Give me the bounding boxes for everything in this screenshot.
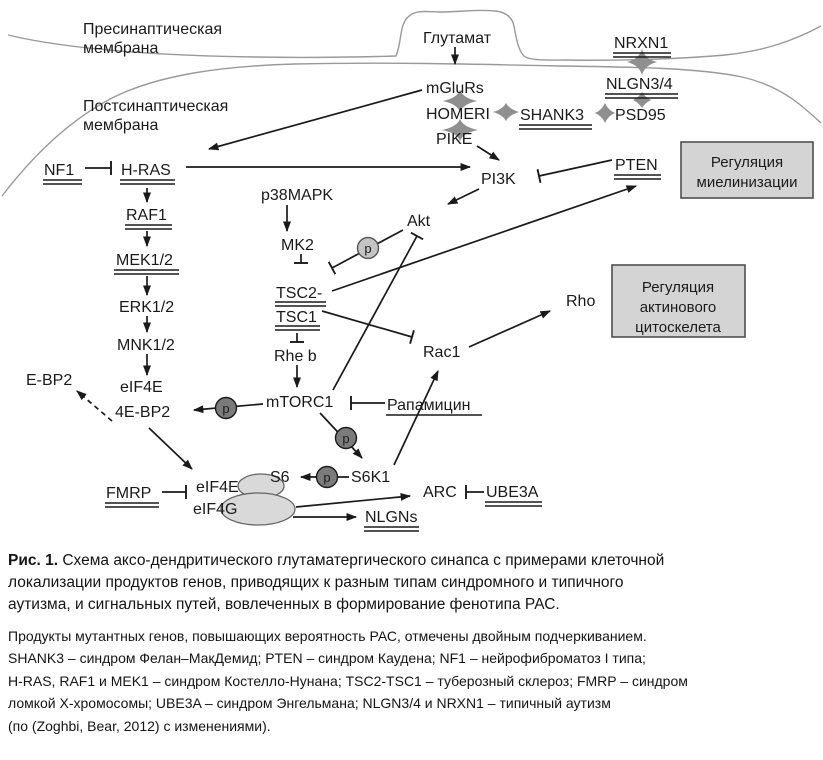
node-tsc1: TSC1 xyxy=(276,309,317,326)
arrow-4ebp2-ebp2-dashed xyxy=(77,391,112,421)
membrane-labels xyxy=(83,21,228,134)
phospho-p-label: p xyxy=(222,401,230,416)
tsc1-underline xyxy=(275,326,320,330)
actin-regulation-box xyxy=(612,265,745,337)
shank3-underline xyxy=(519,125,592,129)
myelination-box-line1: Регуляция xyxy=(710,154,784,171)
node-homeri: HOMERI xyxy=(426,106,490,123)
postsynaptic-label-line2: мембрана xyxy=(83,117,159,134)
node-mk2: MK2 xyxy=(281,237,314,254)
phospho-mtorc1-4ebp2 xyxy=(216,398,237,419)
node-nlgns: NLGNs xyxy=(365,509,418,526)
node-akt: Akt xyxy=(407,213,431,230)
caption-note-text: Продукты мутантных генов, повышающих вероятность РАС, отмечены двойным подчеркиванием. xyxy=(8,628,647,644)
node-nf1: NF1 xyxy=(44,162,75,179)
caption-main-line xyxy=(8,550,816,572)
node-s6k1: S6K1 xyxy=(351,469,391,486)
actin-box-line1: Регуляция xyxy=(641,279,715,296)
arrow-s6k1-rac1 xyxy=(394,371,438,465)
fmrp-underline xyxy=(105,503,159,507)
node-glutamate: Глутамат xyxy=(423,30,492,47)
nlgns-underline xyxy=(364,527,419,531)
caption-note-text: H-RAS, RAF1 и MEK1 – синдром Костелло-Нунана; TSC2-TSC1 – туберозный склероз; FMRP – синдром xyxy=(8,672,688,689)
phospho-p-label: p xyxy=(323,470,331,485)
node-mglurs: mGluRs xyxy=(426,80,484,97)
star-homeri-shank3 xyxy=(493,103,519,121)
phospho-p-label: p xyxy=(342,431,350,446)
arrow-mglurs-hras xyxy=(209,90,422,149)
arrow-ribosome-arc xyxy=(296,496,410,507)
inhibit-mtorc1-akt xyxy=(333,236,417,390)
caption-main-text: аутизма, и сигнальных путей, вовлеченных в формирование фенотипа РАС. xyxy=(8,596,560,613)
arrow-pi3k-akt xyxy=(448,189,479,204)
node-rac1: Rac1 xyxy=(423,344,461,361)
figure-number-label: Рис. 1. xyxy=(8,552,59,569)
myelination-regulation-box xyxy=(681,142,813,198)
node-mnk12: MNK1/2 xyxy=(117,337,175,354)
phospho-s6k1-s6 xyxy=(317,467,338,488)
phospho-mtorc1-s6k1 xyxy=(336,428,357,449)
node-eif4e-ribosome: eIF4E xyxy=(196,479,239,496)
node-hras: H-RAS xyxy=(121,162,171,179)
node-arc: ARC xyxy=(423,484,457,501)
mek12-underline xyxy=(114,270,179,274)
caption-note-text: SHANK3 – синдром Фелан–МакДемид; PTEN – синдром Каудена; NF1 – нейрофиброматоз I типа; xyxy=(8,650,646,667)
node-ube3a: UBE3A xyxy=(486,484,539,501)
node-erk12: ERK1/2 xyxy=(119,299,175,316)
presynaptic-label-line2: мембрана xyxy=(83,40,159,57)
node-tsc2: TSC2- xyxy=(276,285,323,302)
node-4ebp2: 4E-BP2 xyxy=(115,404,171,421)
node-rapamycin: Рапамицин xyxy=(387,397,471,414)
pten-underline xyxy=(614,175,661,179)
star-shank3-psd95 xyxy=(595,103,615,123)
node-pi3k: PI3K xyxy=(481,171,516,188)
tsc2-underline xyxy=(275,302,326,306)
node-shank3: SHANK3 xyxy=(520,107,585,124)
node-rho: Rho xyxy=(566,293,596,310)
caption-note-text: ломкой Х-хромосомы; UBE3A – синдром Энгельмана; NLGN3/4 и NRXN1 – типичный аутизм xyxy=(8,695,611,712)
actin-box-line3: цитоскелета xyxy=(635,319,721,336)
caption-main-text: локализации продуктов генов, приводящих к разным типам синдромного и типичного xyxy=(8,574,624,591)
node-pike: PIKE xyxy=(436,131,473,148)
node-eif4e: eIF4E xyxy=(120,379,163,396)
ube3a-underline xyxy=(485,502,542,506)
caption-note-text: (по (Zoghbi, Bear, 2012) с изменениями). xyxy=(8,717,271,734)
presynaptic-label-line1: Пресинаптическая xyxy=(83,21,223,38)
postsynaptic-label-line1: Постсинаптическая xyxy=(83,98,229,115)
nf1-underline xyxy=(43,180,82,184)
arrow-rac1-rho xyxy=(469,311,550,347)
actin-box-line2: актинового xyxy=(639,299,717,316)
caption-main xyxy=(8,550,816,616)
node-rheb: Rhe b xyxy=(274,348,317,365)
arrow-pike-pi3k xyxy=(477,146,499,160)
raf1-underline xyxy=(125,225,172,229)
phospho-p-label: p xyxy=(364,241,372,256)
node-psd95: PSD95 xyxy=(615,107,666,124)
node-nrxn1: NRXN1 xyxy=(614,35,669,52)
inhibit-pten-pi3k xyxy=(539,160,612,176)
caption-main-text: Схема аксо-дендритического глутаматергического синапса с примерами клеточной xyxy=(62,552,665,569)
node-nlgn34: NLGN3/4 xyxy=(606,76,673,93)
node-ebp2: E-BP2 xyxy=(26,372,73,389)
node-mek12: MEK1/2 xyxy=(116,252,173,269)
myelination-box-line2: миелинизации xyxy=(696,174,798,191)
phospho-akt-tsc2 xyxy=(358,238,379,259)
caption-note xyxy=(8,625,816,737)
node-fmrp: FMRP xyxy=(106,485,152,502)
node-raf1: RAF1 xyxy=(126,207,167,224)
node-mtorc1: mTORC1 xyxy=(266,394,334,411)
node-pten: PTEN xyxy=(615,157,658,174)
arrow-4ebp2-eif4e xyxy=(149,428,192,469)
inhibit-tsc1-rac1 xyxy=(322,311,412,337)
figure-caption xyxy=(8,550,816,737)
hras-underline xyxy=(120,180,175,184)
arrow-tsc2-pten xyxy=(332,186,636,291)
node-eif4g: eIF4G xyxy=(193,501,238,518)
node-s6: S6 xyxy=(270,469,290,486)
node-p38mapk: p38MAPK xyxy=(261,187,334,204)
